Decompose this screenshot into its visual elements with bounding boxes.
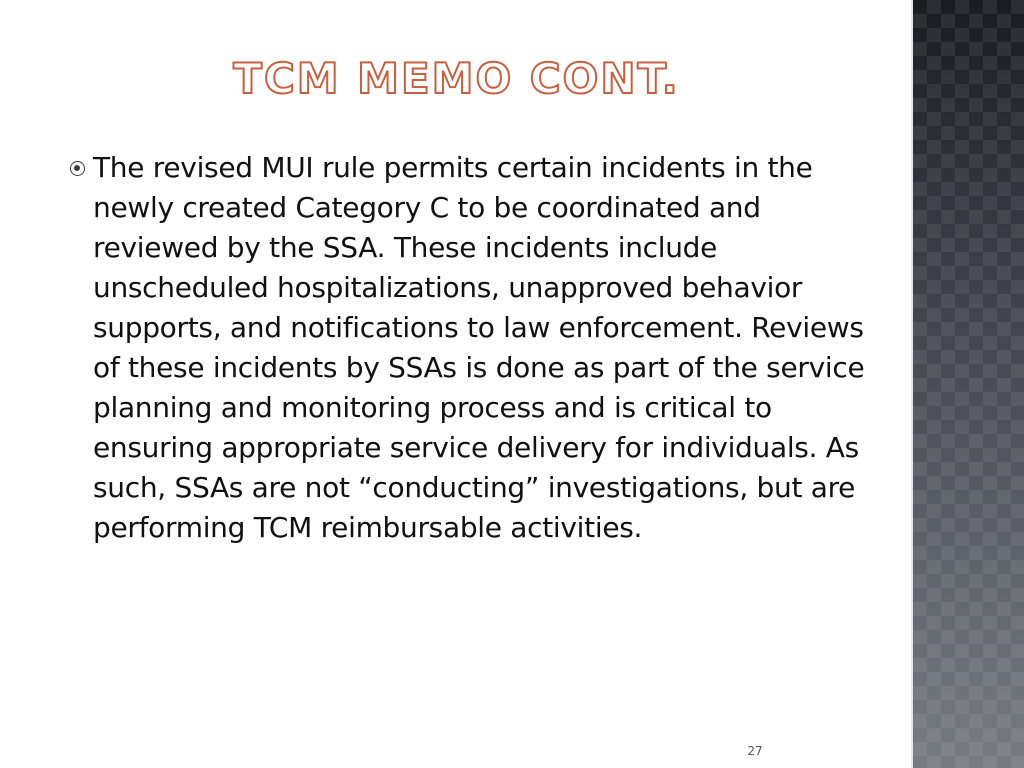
slide-title: TCM MEMO CONT. [233,54,680,103]
circle-bullet-icon [70,161,85,176]
page-number: 27 [747,744,763,758]
bullet-text: The revised MUI rule permits certain incidents in the newly created Category C to be coordinated and reviewed by the SSA. These incidents include unscheduled hospitalizations, unapproved behavior supports, and notifications to law enforcement. Reviews of these incidents by SSAs is done as part of the service planning and monitoring process and is critical to ensuring appropriate service delivery for individuals. As such, SSAs are not “conducting” investigations, but are performing TCM reimbursable activities. [93,151,865,544]
slide-body [70,148,870,548]
bullet-item [70,148,870,548]
decorative-side-band [913,0,1024,768]
